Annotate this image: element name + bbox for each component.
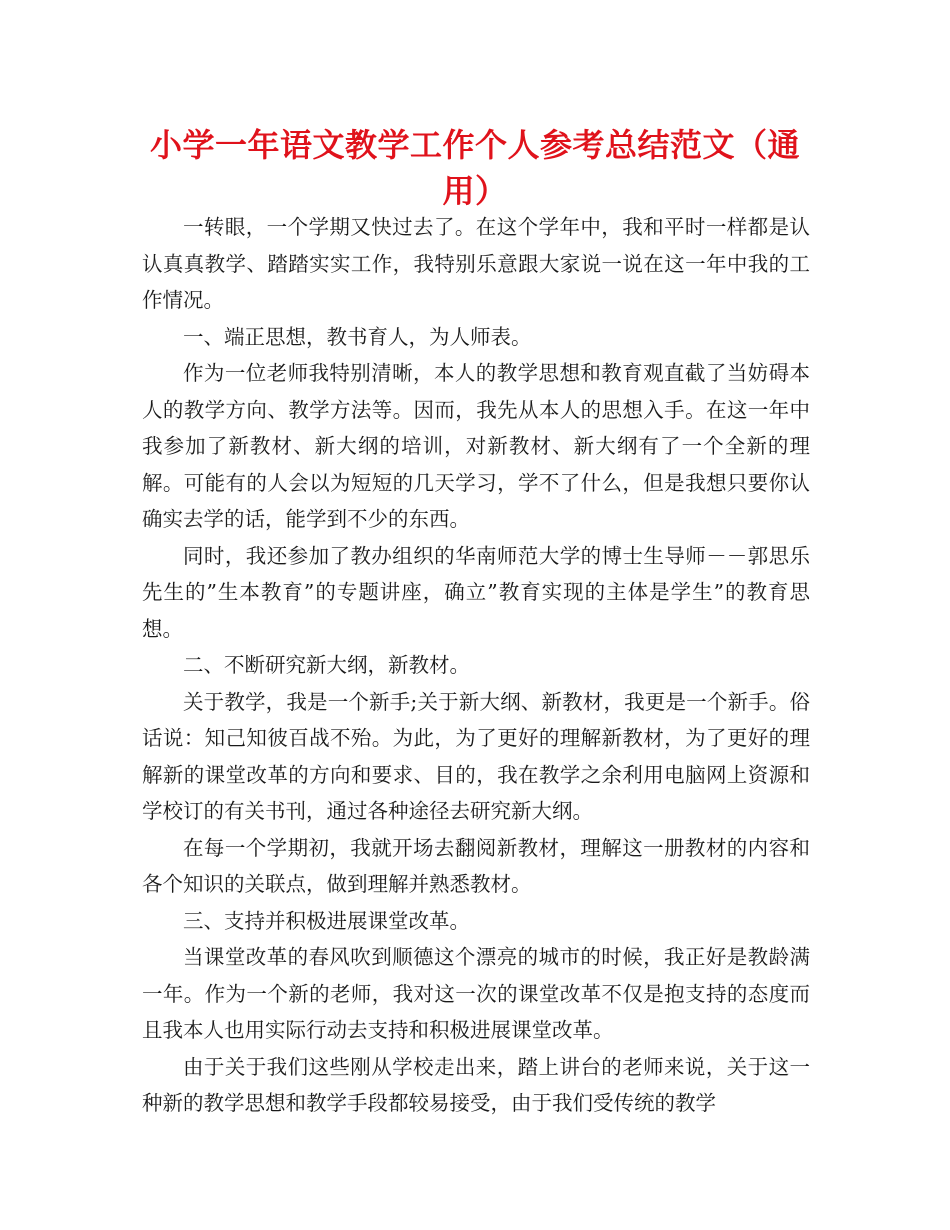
paragraph: 作为一位老师我特别清晰，本人的教学思想和教育观直截了当妨碍本人的教学方向、教学方法等。因而，我先从本人的思想入手。在这一年中我参加了新教材、新大纲的培训，对新教材、新大纲有了一个全新的理解。可能有的人会以为短短的几天学习，学不了什么，但是我想只要你认确实去学的话，能学到不少的东西。: [142, 361, 810, 531]
paragraph: 同时，我还参加了教办组织的华南师范大学的博士生导师－－郭思乐先生的”生本教育”的专题讲座，确立”教育实现的主体是学生”的教育思想。: [142, 543, 810, 641]
paragraph: 当课堂改革的春风吹到顺德这个漂亮的城市的时候，我正好是教龄满一年。作为一个新的老师，我对这一次的课堂改革不仅是抱支持的态度而且我本人也用实际行动去支持和积极进展课堂改革。: [142, 945, 810, 1042]
document-title: 小学一年语文教学工作个人参考总结范文（通用）: [150, 126, 801, 210]
section-heading-1: 一、端正思想，教书育人，为人师表。: [183, 324, 532, 349]
paragraph: 由于关于我们这些刚从学校走出来，踏上讲台的老师来说，关于这一种新的教学思想和教学手段都较易接受，由于我们受传统的教学: [142, 1054, 810, 1115]
paragraph: 关于教学，我是一个新手;关于新大纲、新教材，我更是一个新手。俗话说：知己知彼百战不殆。为此，为了更好的理解新教材，为了更好的理解新的课堂改革的方向和要求、目的，我在教学之余利用电脑网上资源和学校订的有关书刊，通过各种途径去研究新大纲。: [142, 689, 810, 823]
paragraph-intro: 一转眼，一个学期又快过去了。在这个学年中，我和平时一样都是认认真真教学、踏踏实实工作，我特别乐意跟大家说一说在这一年中我的工作情况。: [142, 215, 810, 312]
section-heading-3: 三、支持并积极进展课堂改革。: [183, 908, 470, 933]
paragraph: 在每一个学期初，我就开场去翻阅新教材，理解这一册教材的内容和各个知识的关联点，做到理解并熟悉教材。: [142, 835, 810, 896]
section-heading-2: 二、不断研究新大纲，新教材。: [183, 653, 470, 677]
document-body: [142, 209, 810, 1122]
